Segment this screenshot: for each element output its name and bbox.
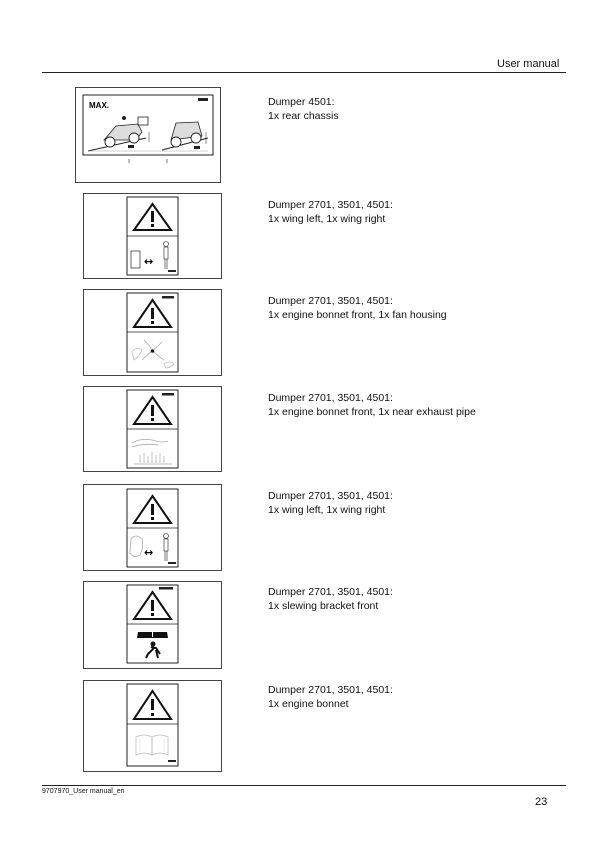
entry-3-text: [268, 294, 447, 322]
entry-3-line2: 1x engine bonnet front, 1x fan housing: [268, 309, 447, 321]
entry-7-text: [268, 683, 393, 711]
footer-rule: [42, 785, 566, 786]
svg-text:↔: ↔: [144, 546, 154, 559]
entry-5-line1: Dumper 2701, 3501, 4501:: [268, 490, 393, 502]
page-number: 23: [535, 796, 548, 808]
entry-6-line2: 1x slewing bracket front: [268, 600, 379, 612]
header-rule: [42, 72, 566, 73]
entry-6-line1: Dumper 2701, 3501, 4501:: [268, 586, 393, 598]
entry-5-text: [268, 489, 393, 517]
entry-3-line1: Dumper 2701, 3501, 4501:: [268, 295, 393, 307]
entry-5-line2: 1x wing left, 1x wing right: [268, 504, 386, 516]
entry-1-line1: Dumper 4501:: [268, 96, 335, 108]
warning-keep-distance-label: [83, 193, 222, 279]
entry-4-line2: 1x engine bonnet front, 1x near exhaust pipe: [268, 406, 476, 418]
entry-2-text: [268, 198, 393, 226]
warning-read-manual-label: [83, 680, 222, 772]
warning-hot-surface-label: [83, 386, 222, 472]
entry-4-text: [268, 391, 476, 419]
entry-6-text: [268, 585, 393, 613]
warning-fan-label: [83, 289, 222, 376]
warning-crush-label: [83, 484, 222, 571]
load-capacity-label: [75, 87, 221, 183]
warning-slewing-label: [83, 581, 222, 669]
svg-text:↔: ↔: [144, 255, 154, 268]
entry-1-line2: 1x rear chassis: [268, 110, 339, 122]
entry-7-line2: 1x engine bonnet: [268, 698, 349, 710]
entry-7-line1: Dumper 2701, 3501, 4501:: [268, 684, 393, 696]
header-title: User manual: [497, 58, 560, 70]
footer-doc-id: 9707970_User manual_en: [42, 788, 125, 795]
svg-text:MAX.: MAX.: [89, 101, 109, 110]
entry-2-line2: 1x wing left, 1x wing right: [268, 213, 386, 225]
entry-2-line1: Dumper 2701, 3501, 4501:: [268, 199, 393, 211]
entry-1-text: [268, 95, 339, 123]
entry-4-line1: Dumper 2701, 3501, 4501:: [268, 392, 393, 404]
